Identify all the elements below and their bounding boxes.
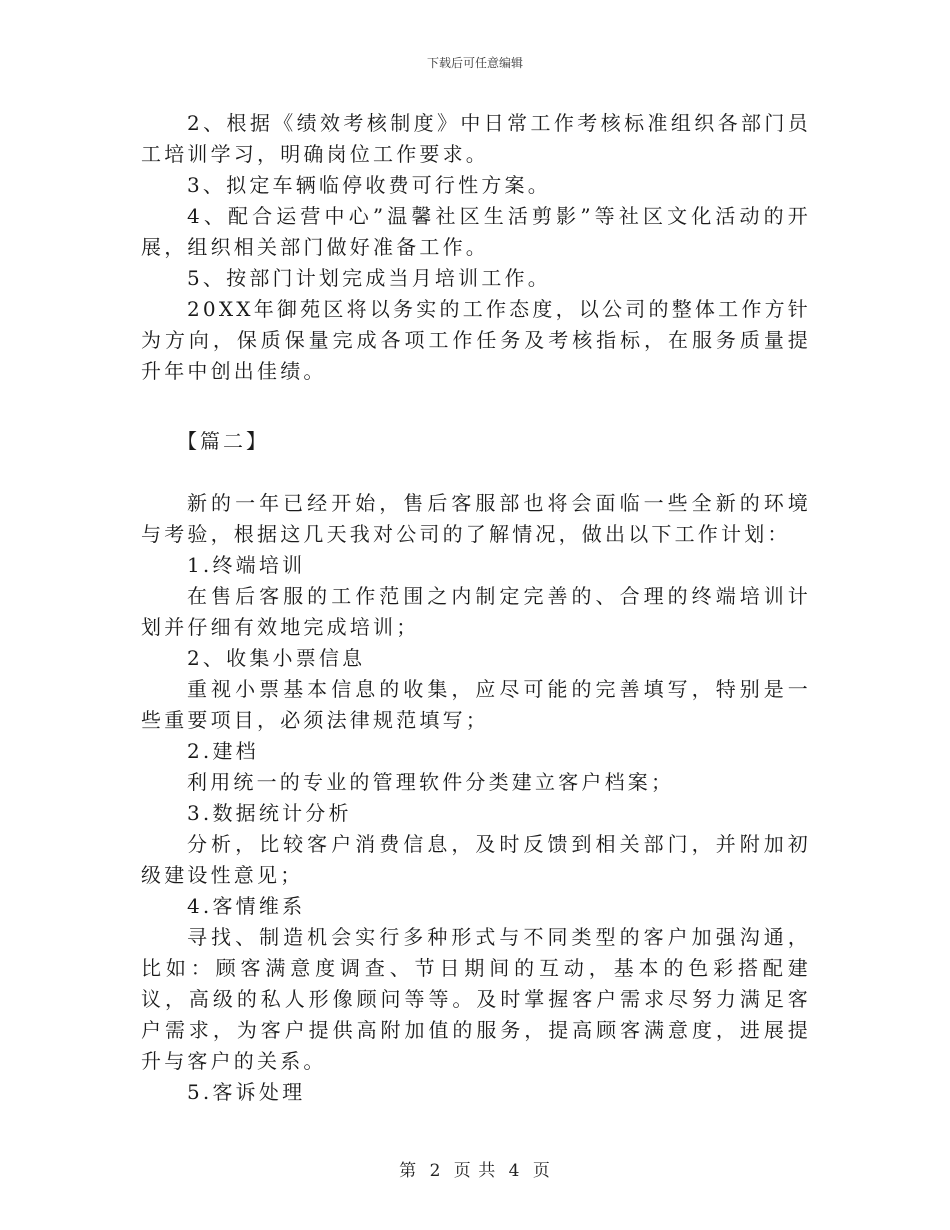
paragraph: 利用统一的专业的管理软件分类建立客户档案； (187, 770, 675, 794)
paragraph: 4、配合运营中心”温馨社区生活剪影”等社区文化活动的开展，组织相关部门做好准备工作。 (141, 204, 811, 259)
page-header: 下载后可任意编辑 (426, 56, 523, 70)
document-body (141, 108, 811, 1108)
section-title: 【篇二】 (177, 429, 269, 453)
list-heading: 2.建档 (187, 739, 259, 763)
page-footer (0, 1156, 950, 1181)
paragraph: 20XX年御苑区将以务实的工作态度，以公司的整体工作方针为方向，保质保量完成各项工作任务及考核指标，在服务质量提升年中创出佳绩。 (141, 297, 811, 383)
list-heading: 5.客诉处理 (187, 1080, 306, 1104)
paragraph: 2、根据《绩效考核制度》中日常工作考核标准组织各部门员工培训学习，明确岗位工作要求。 (141, 111, 811, 166)
paragraph: 分析，比较客户消费信息，及时反馈到相关部门，并附加初级建设性意见； (141, 832, 811, 887)
footer-page-number: 2 (429, 1161, 442, 1181)
footer-total-pages: 4 (508, 1161, 521, 1181)
footer-prefix: 第 (399, 1161, 418, 1181)
footer-suffix: 页 (532, 1161, 551, 1181)
list-heading: 3.数据统计分析 (187, 801, 352, 825)
footer-middle: 页 共 (453, 1161, 497, 1181)
paragraph: 在售后客服的工作范围之内制定完善的、合理的终端培训计划并仔细有效地完成培训； (141, 584, 811, 639)
list-heading: 2、收集小票信息 (187, 646, 366, 670)
paragraph: 新的一年已经开始，售后客服部也将会面临一些全新的环境与考验，根据这几天我对公司的了解情况，做出以下工作计划： (141, 491, 811, 546)
paragraph: 重视小票基本信息的收集，应尽可能的完善填写，特别是一些重要项目，必须法律规范填写； (141, 677, 811, 732)
list-heading: 1.终端培训 (187, 553, 306, 577)
paragraph: 寻找、制造机会实行多种形式与不同类型的客户加强沟通，比如：顾客满意度调查、节日期间的互动，基本的色彩搭配建议，高级的私人形像顾问等等。及时掌握客户需求尽努力满足客户需求，为客户提供高附加值的服务，提高顾客满意度，进展提升与客户的关系。 (141, 925, 811, 1073)
paragraph: 5、按部门计划完成当月培训工作。 (187, 266, 551, 290)
paragraph: 3、拟定车辆临停收费可行性方案。 (187, 173, 551, 197)
list-heading: 4.客情维系 (187, 894, 306, 918)
